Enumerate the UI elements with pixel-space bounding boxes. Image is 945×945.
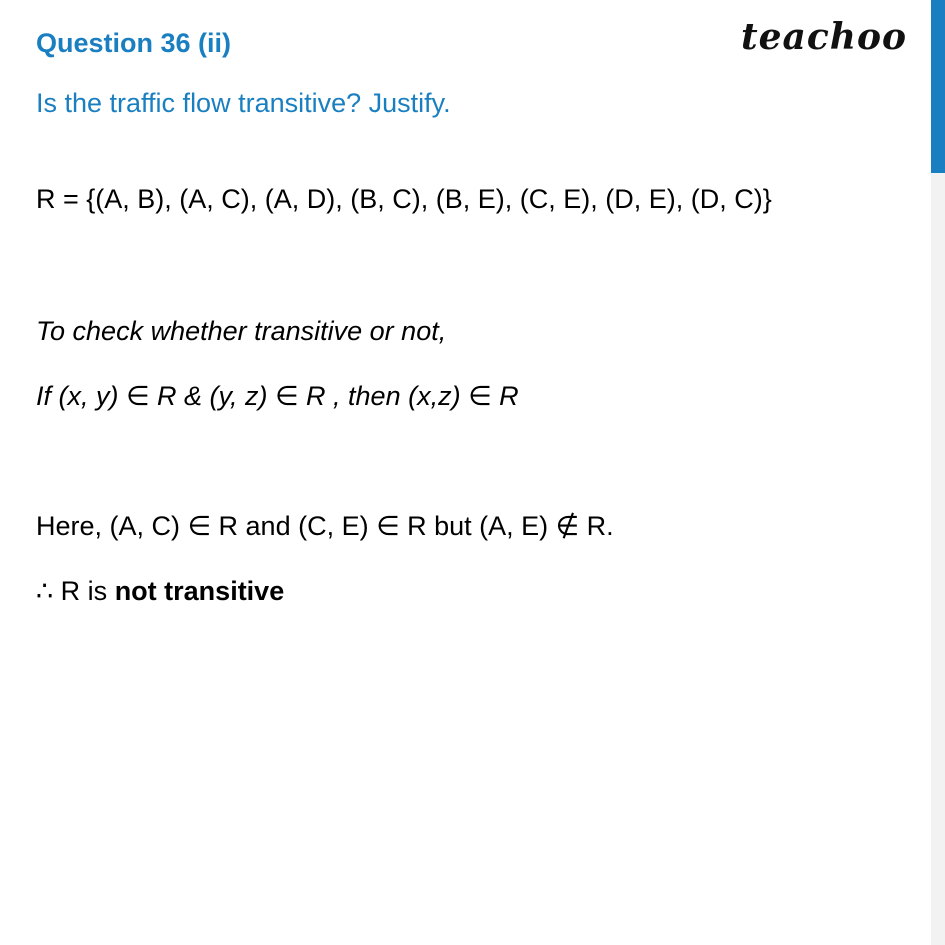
relation-definition: R = {(A, B), (A, C), (A, D), (B, C), (B, E), (C, E), (D, E), (D, C)} [36,184,772,214]
conclusion-emphasis: not transitive [114,576,285,606]
transitive-check-intro: To check whether transitive or not, [36,316,447,346]
question-title: Question 36 (ii) [36,28,232,58]
conclusion-line [36,576,284,607]
conclusion-prefix: ∴ R is [36,576,115,606]
question-text: Is the traffic flow transitive? Justify. [36,88,451,118]
teachoo-logo: teachoo [741,16,907,58]
counterexample-line: Here, (A, C) ∈ R and (C, E) ∈ R but (A, E) ∉ R. [36,511,614,541]
transitive-rule: If (x, y) ∈ R & (y, z) ∈ R , then (x,z) ∈ R [36,381,519,411]
side-bar-accent [931,0,945,173]
